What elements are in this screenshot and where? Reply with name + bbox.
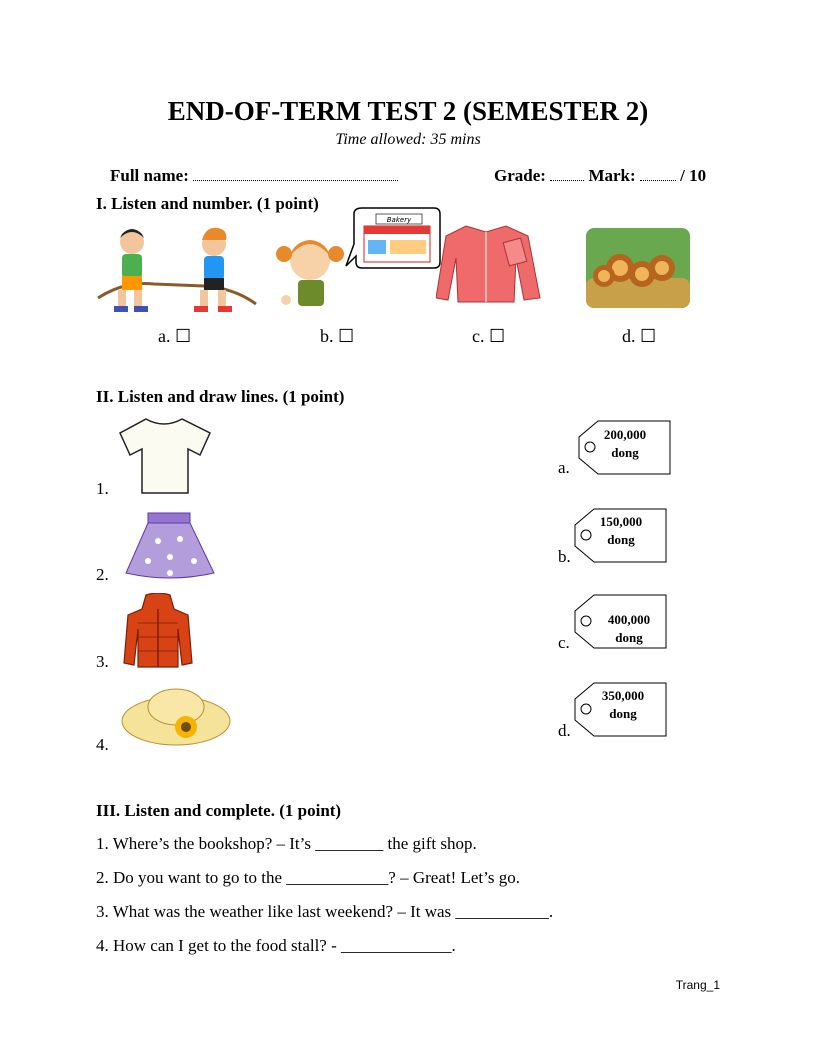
- item-number-2: 2.: [96, 565, 109, 584]
- price-tag-d-unit: dong: [609, 706, 637, 721]
- skirt-picture: [124, 511, 216, 579]
- item-letter-b: b.: [558, 547, 571, 566]
- mark-field[interactable]: [640, 170, 676, 181]
- lions-picture: [584, 226, 692, 310]
- question-2: 2. Do you want to go to the ____________? – Great! Let’s go.: [96, 868, 520, 887]
- time-allowed: Time allowed: 35 mins: [335, 131, 481, 148]
- price-tag-b-unit: dong: [607, 532, 635, 547]
- shirt-picture: [436, 222, 544, 306]
- question-4: 4. How can I get to the food stall? - _____________.: [96, 936, 456, 955]
- grade-field[interactable]: [550, 170, 584, 181]
- price-tag-a-text: [592, 426, 658, 462]
- price-tag-d-text: [590, 687, 656, 723]
- section-3-heading: III. Listen and complete. (1 point): [96, 801, 342, 820]
- full-name-label: Full name:: [110, 166, 189, 185]
- full-name-field[interactable]: [193, 170, 398, 181]
- section-1-heading: I. Listen and number. (1 point): [96, 194, 319, 213]
- page-title: END-OF-TERM TEST 2 (SEMESTER 2): [167, 96, 649, 126]
- item-number-1: 1.: [96, 479, 109, 498]
- item-letter-d: d.: [558, 721, 571, 740]
- item-letter-a: a.: [558, 458, 570, 477]
- price-tag-b-text: [588, 513, 654, 549]
- price-tag-c-text: [596, 611, 662, 647]
- price-tag-a-amount: 200,000: [603, 427, 647, 442]
- item-number-4: 4.: [96, 735, 109, 754]
- grade-mark-row: [494, 166, 706, 186]
- price-tag-c-unit: dong: [615, 630, 643, 645]
- hat-picture: [120, 683, 232, 749]
- t-shirt-picture: [118, 415, 212, 495]
- question-3: 3. What was the weather like last weekend? – It was ___________.: [96, 902, 554, 921]
- bakery-sign: Bakery: [386, 216, 412, 224]
- price-tag-a-unit: dong: [611, 445, 639, 460]
- tug-of-war-picture: [94, 226, 260, 316]
- question-1: 1. Where’s the bookshop? – It’s ________ the gift shop.: [96, 834, 477, 853]
- option-c[interactable]: c. ☐: [472, 326, 506, 346]
- girl-bakery-picture: [266, 204, 444, 316]
- item-letter-c: c.: [558, 633, 570, 652]
- price-tag-c-amount: 400,000: [607, 612, 651, 627]
- price-tag-b-amount: 150,000: [599, 514, 643, 529]
- mark-total: / 10: [680, 166, 707, 185]
- full-name-row: [110, 166, 398, 186]
- grade-label: Grade:: [494, 166, 546, 185]
- mark-label: Mark:: [588, 166, 636, 185]
- jacket-picture: [122, 593, 194, 669]
- price-tag-d-amount: 350,000: [601, 688, 645, 703]
- section-2-heading: II. Listen and draw lines. (1 point): [96, 387, 345, 406]
- option-b[interactable]: b. ☐: [320, 326, 355, 346]
- page-number: Trang_1: [675, 978, 720, 992]
- option-a[interactable]: a. ☐: [158, 326, 192, 346]
- item-number-3: 3.: [96, 652, 109, 671]
- option-d[interactable]: d. ☐: [622, 326, 657, 346]
